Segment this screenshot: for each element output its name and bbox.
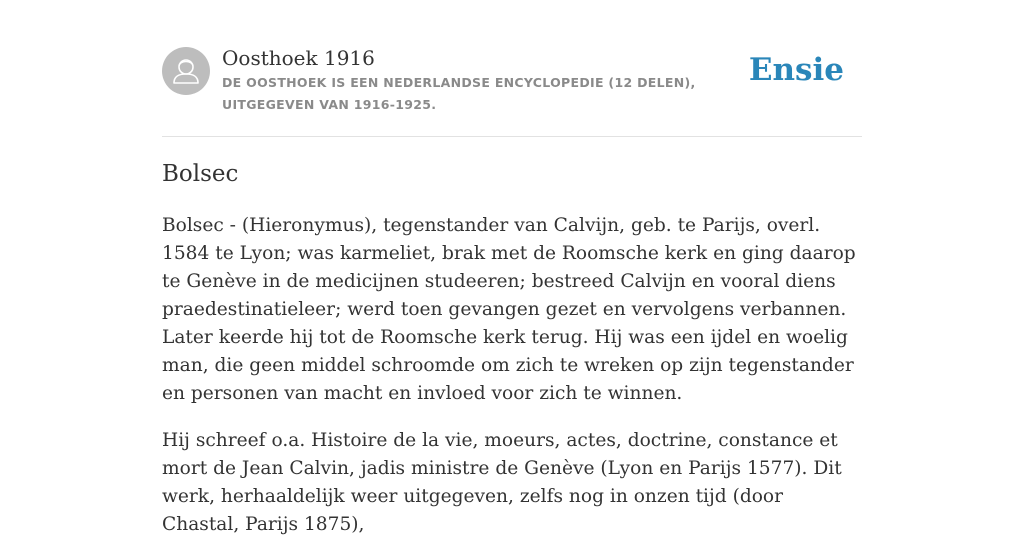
ensie-logo[interactable]: Ensie xyxy=(748,52,844,88)
source-header xyxy=(162,0,862,137)
source-title[interactable]: Oosthoek 1916 xyxy=(222,46,375,70)
page-title: Bolsec xyxy=(162,161,239,187)
article-body xyxy=(162,212,862,558)
page xyxy=(162,0,862,535)
article-paragraph: Hij schreef o.a. Histoire de la vie, moeurs, actes, doctrine, constance et mort de Jean Calvin, jadis ministre de Genève (Lyon en Parijs 1577). Dit werk, herhaaldelijk weer uitgegeven, zelfs nog in onzen tijd (door Chastal, Parijs 1875), xyxy=(162,430,842,535)
user-icon xyxy=(162,47,210,95)
article-paragraph: Bolsec - (Hieronymus), tegenstander van Calvijn, geb. te Parijs, overl. 1584 te Lyon; was karmeliet, brak met de Roomsche kerk en ging daarop te Genève in de medicijnen studeeren; bestreed Calvijn en vooral diens praedestinatieleer; werd toen gevangen gezet en vervolgens verbannen. Later keerde hij tot de Roomsche kerk terug. Hij was een ijdel en woelig man, die geen middel schroomde om zich te wreken op zijn tegenstander en personen van macht en invloed voor zich te winnen. xyxy=(162,215,856,404)
source-description: DE OOSTHOEK IS EEN NEDERLANDSE ENCYCLOPEDIE (12 DELEN), UITGEGEVEN VAN 1916-1925. xyxy=(222,75,696,112)
avatar[interactable] xyxy=(162,47,210,95)
